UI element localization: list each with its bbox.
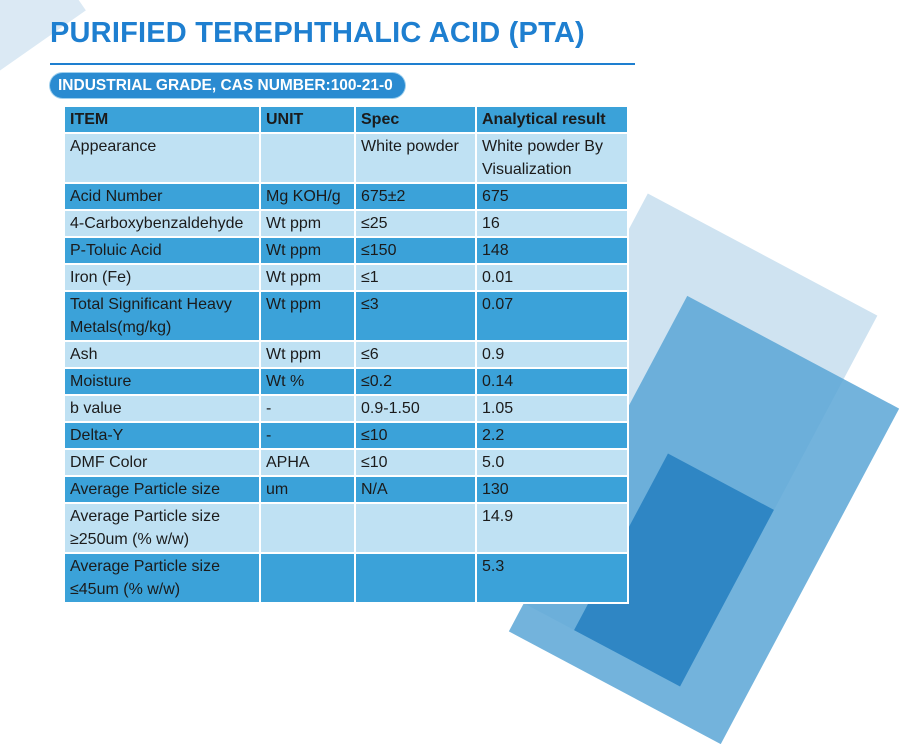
cell-item: Appearance [64, 133, 260, 183]
cell-unit: Wt ppm [260, 291, 355, 341]
table-row [64, 422, 628, 449]
cell-unit [260, 133, 355, 183]
cell-item: Delta-Y [64, 422, 260, 449]
cell-result: White powder By Visualization [476, 133, 628, 183]
cell-result: 2.2 [476, 422, 628, 449]
cell-unit: Wt ppm [260, 341, 355, 368]
cell-spec: ≤6 [355, 341, 476, 368]
cell-item: Iron (Fe) [64, 264, 260, 291]
cell-result: 0.07 [476, 291, 628, 341]
cell-unit: Wt ppm [260, 264, 355, 291]
cell-result: 0.9 [476, 341, 628, 368]
header-spec: Spec [355, 106, 476, 133]
cell-spec: ≤0.2 [355, 368, 476, 395]
table-header-row [64, 106, 628, 133]
cell-item: Average Particle size ≤45um (% w/w) [64, 553, 260, 603]
cell-item: 4-Carboxybenzaldehyde [64, 210, 260, 237]
cell-spec: ≤10 [355, 449, 476, 476]
cell-unit: Mg KOH/g [260, 183, 355, 210]
subtitle-badge: INDUSTRIAL GRADE, CAS NUMBER:100-21-0 [50, 73, 405, 98]
cell-spec: ≤3 [355, 291, 476, 341]
cell-item: DMF Color [64, 449, 260, 476]
table-row [64, 133, 628, 183]
page-title: PURIFIED TEREPHTHALIC ACID (PTA) [50, 17, 585, 49]
cell-item: P-Toluic Acid [64, 237, 260, 264]
cell-spec: 0.9-1.50 [355, 395, 476, 422]
table-row [64, 291, 628, 341]
cell-result: 5.0 [476, 449, 628, 476]
cell-unit: - [260, 395, 355, 422]
table-row [64, 503, 628, 553]
cell-result: 148 [476, 237, 628, 264]
cell-spec [355, 503, 476, 553]
cell-spec: ≤150 [355, 237, 476, 264]
cell-spec: N/A [355, 476, 476, 503]
cell-result: 0.01 [476, 264, 628, 291]
cell-spec: 675±2 [355, 183, 476, 210]
cell-result: 16 [476, 210, 628, 237]
table-row [64, 264, 628, 291]
table-row [64, 395, 628, 422]
table-row [64, 368, 628, 395]
cell-spec: White powder [355, 133, 476, 183]
cell-item: Total Significant Heavy Metals(mg/kg) [64, 291, 260, 341]
cell-item: Acid Number [64, 183, 260, 210]
table-row [64, 341, 628, 368]
cell-unit [260, 553, 355, 603]
cell-result: 0.14 [476, 368, 628, 395]
cell-result: 1.05 [476, 395, 628, 422]
cell-unit: Wt % [260, 368, 355, 395]
table-row [64, 183, 628, 210]
cell-unit: APHA [260, 449, 355, 476]
cell-spec: ≤25 [355, 210, 476, 237]
header-item: ITEM [64, 106, 260, 133]
cell-result: 675 [476, 183, 628, 210]
cell-item: Average Particle size ≥250um (% w/w) [64, 503, 260, 553]
table-row [64, 476, 628, 503]
cell-unit: Wt ppm [260, 210, 355, 237]
cell-item: Moisture [64, 368, 260, 395]
table-row [64, 210, 628, 237]
spec-table [63, 105, 629, 604]
table-row [64, 553, 628, 603]
cell-result: 5.3 [476, 553, 628, 603]
table-row [64, 237, 628, 264]
cell-unit: - [260, 422, 355, 449]
title-divider [50, 63, 635, 65]
header-unit: UNIT [260, 106, 355, 133]
cell-item: Average Particle size [64, 476, 260, 503]
header-result: Analytical result [476, 106, 628, 133]
cell-spec [355, 553, 476, 603]
cell-spec: ≤10 [355, 422, 476, 449]
cell-unit [260, 503, 355, 553]
cell-spec: ≤1 [355, 264, 476, 291]
table-row [64, 449, 628, 476]
cell-unit: um [260, 476, 355, 503]
cell-item: Ash [64, 341, 260, 368]
cell-unit: Wt ppm [260, 237, 355, 264]
cell-result: 130 [476, 476, 628, 503]
table-body [64, 133, 628, 603]
cell-item: b value [64, 395, 260, 422]
cell-result: 14.9 [476, 503, 628, 553]
